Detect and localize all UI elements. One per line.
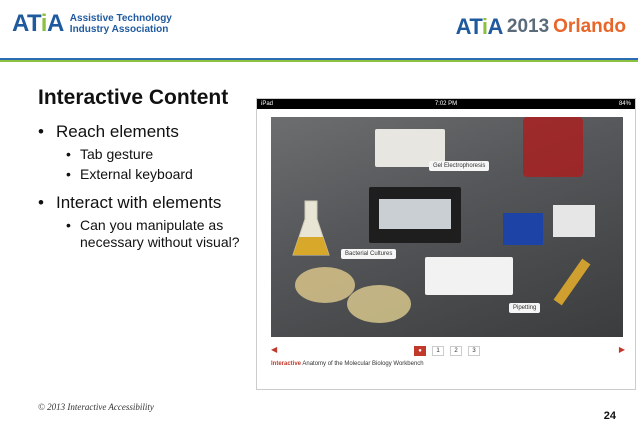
nav-page-3[interactable]: 3 bbox=[468, 346, 480, 356]
nav-page-1[interactable]: 1 bbox=[432, 346, 444, 356]
ipad-status-bar bbox=[257, 99, 635, 109]
page-number: 24 bbox=[603, 410, 616, 422]
copyright-footer: © 2013 Interactive Accessibility bbox=[38, 402, 154, 412]
gel-box[interactable] bbox=[369, 187, 461, 243]
caption-label: Interactive bbox=[271, 361, 302, 367]
nav-page-active[interactable]: ● bbox=[414, 346, 426, 356]
caption-text: Anatomy of the Molecular Biology Workbench bbox=[302, 361, 424, 367]
bullet-2: • Interact with elements bbox=[38, 193, 226, 213]
header-divider-green bbox=[0, 60, 638, 62]
ipad-status-battery: 84% bbox=[618, 101, 631, 107]
ipad-status-device: iPad bbox=[261, 101, 274, 107]
logo-city: Orlando bbox=[553, 16, 626, 37]
ipad-caption bbox=[271, 361, 424, 367]
ipad-screenshot bbox=[256, 98, 636, 390]
ipad-page-nav bbox=[271, 345, 623, 357]
bullet-2-sub-1: • Can you manipulate as necessary without visual? bbox=[66, 217, 250, 251]
petri-dish-1[interactable] bbox=[295, 267, 355, 303]
pipette-tip-box[interactable] bbox=[503, 213, 543, 245]
slide-title: Interactive Content bbox=[38, 86, 229, 109]
atia-logo bbox=[12, 10, 172, 38]
bullet-list bbox=[38, 122, 258, 254]
atia-logo-wordmark-right: ATiA bbox=[455, 14, 503, 39]
label-gel-electrophoresis[interactable]: Gel Electrophoresis bbox=[429, 161, 489, 171]
nav-page-2[interactable]: 2 bbox=[450, 346, 462, 356]
logo-sub-line2: Industry Association bbox=[69, 24, 169, 35]
bullet-1-sub-2: • External keyboard bbox=[66, 166, 258, 183]
ipad-status-time: 7:02 PM bbox=[434, 101, 458, 107]
petri-dish-2[interactable] bbox=[347, 285, 411, 323]
atia-2013-orlando-logo bbox=[456, 14, 626, 40]
tube-rack[interactable] bbox=[425, 257, 513, 295]
lab-bench-scene[interactable] bbox=[271, 117, 623, 337]
gel-tray bbox=[379, 199, 451, 229]
bullet-1-sub-1: • Tab gesture bbox=[66, 146, 258, 163]
logo-sub-line1: Assistive Technology bbox=[69, 13, 172, 24]
next-arrow-icon[interactable]: ▶ bbox=[618, 345, 625, 354]
red-beakers bbox=[523, 117, 583, 177]
atia-logo-wordmark: ATiA bbox=[12, 10, 64, 37]
prev-arrow-icon[interactable]: ◀ bbox=[271, 345, 278, 354]
logo-year: 2013 bbox=[506, 16, 550, 37]
atia-logo-subtitle bbox=[70, 13, 172, 35]
label-pipetting[interactable]: Pipetting bbox=[509, 303, 540, 313]
white-box bbox=[553, 205, 595, 237]
flask-icon bbox=[291, 199, 331, 259]
bullet-1: • Reach elements bbox=[38, 122, 258, 142]
label-bacterial-cultures[interactable]: Bacterial Cultures bbox=[341, 249, 396, 259]
